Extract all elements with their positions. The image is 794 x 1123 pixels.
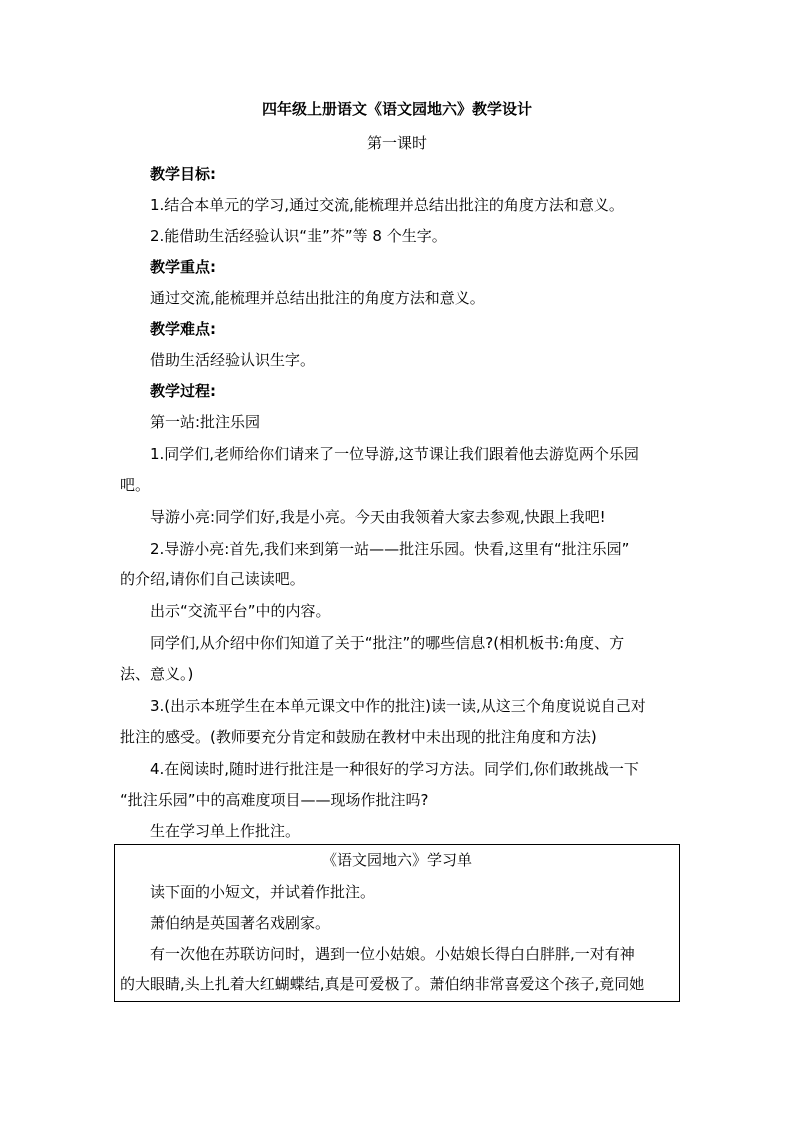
worksheet-title: 《语文园地六》学习单 — [321, 851, 472, 869]
worksheet-line: 萧伯纳是英国著名戏剧家。 — [150, 914, 331, 932]
paragraph: 2.导游小亮:首先,我们来到第一站——批注乐园。快看,这里有“批注乐园” — [150, 540, 630, 558]
paragraph: 同学们,从介绍中你们知道了关于“批注”的哪些信息?(相机板书:角度、方 — [150, 634, 625, 652]
heading-objectives: 教学目标: — [150, 165, 216, 183]
paragraph-continuation: 法、意义。) — [120, 665, 194, 683]
paragraph: 2.能借助生活经验认识“韭”芥”等 8 个生字。 — [150, 227, 447, 245]
heading-key-points: 教学重点: — [150, 258, 216, 276]
paragraph: 3.(出示本班学生在本单元课文中作的批注)读一读,从这三个角度说说自己对 — [150, 697, 646, 715]
lesson-subtitle: 第一课时 — [366, 134, 427, 152]
paragraph-continuation: 批注的感受。(教师要充分肯定和鼓励在教材中未出现的批注角度和方法) — [120, 728, 597, 746]
document-title: 四年级上册语文《语文园地六》教学设计 — [261, 100, 532, 118]
paragraph-continuation: “批注乐园”中的高难度项目——现场作批注吗? — [120, 791, 429, 809]
paragraph-continuation: 的介绍,请你们自己读读吧。 — [120, 570, 305, 588]
worksheet-line: 读下面的小短文，并试着作批注。 — [150, 883, 376, 901]
paragraph: 第一站:批注乐园 — [150, 413, 261, 431]
paragraph-continuation: 吧。 — [120, 476, 151, 494]
paragraph: 出示“交流平台”中的内容。 — [150, 602, 331, 620]
paragraph: 通过交流,能梳理并总结出批注的角度方法和意义。 — [150, 289, 485, 307]
paragraph: 借助生活经验认识生字。 — [150, 351, 316, 369]
worksheet-box — [114, 844, 680, 1002]
paragraph: 1.同学们,老师给你们请来了一位导游,这节课让我们跟着他去游览两个乐园 — [150, 445, 639, 463]
worksheet-line: 有一次他在苏联访问时，遇到一位小姑娘。小姑娘长得白白胖胖,一对有神 — [150, 945, 635, 963]
paragraph: 生在学习单上作批注。 — [150, 822, 301, 840]
paragraph: 导游小亮:同学们好,我是小亮。今天由我领着大家去参观,快跟上我吧! — [150, 508, 606, 526]
worksheet-line: 的大眼睛,头上扎着大红蝴蝶结,真是可爱极了。萧伯纳非常喜爱这个孩子,竟同她 — [120, 975, 645, 993]
paragraph: 4.在阅读时,随时进行批注是一种很好的学习方法。同学们,你们敢挑战一下 — [150, 760, 639, 778]
heading-difficulties: 教学难点: — [150, 320, 216, 338]
heading-process: 教学过程: — [150, 382, 216, 400]
paragraph: 1.结合本单元的学习,通过交流,能梳理并总结出批注的角度方法和意义。 — [150, 196, 624, 214]
